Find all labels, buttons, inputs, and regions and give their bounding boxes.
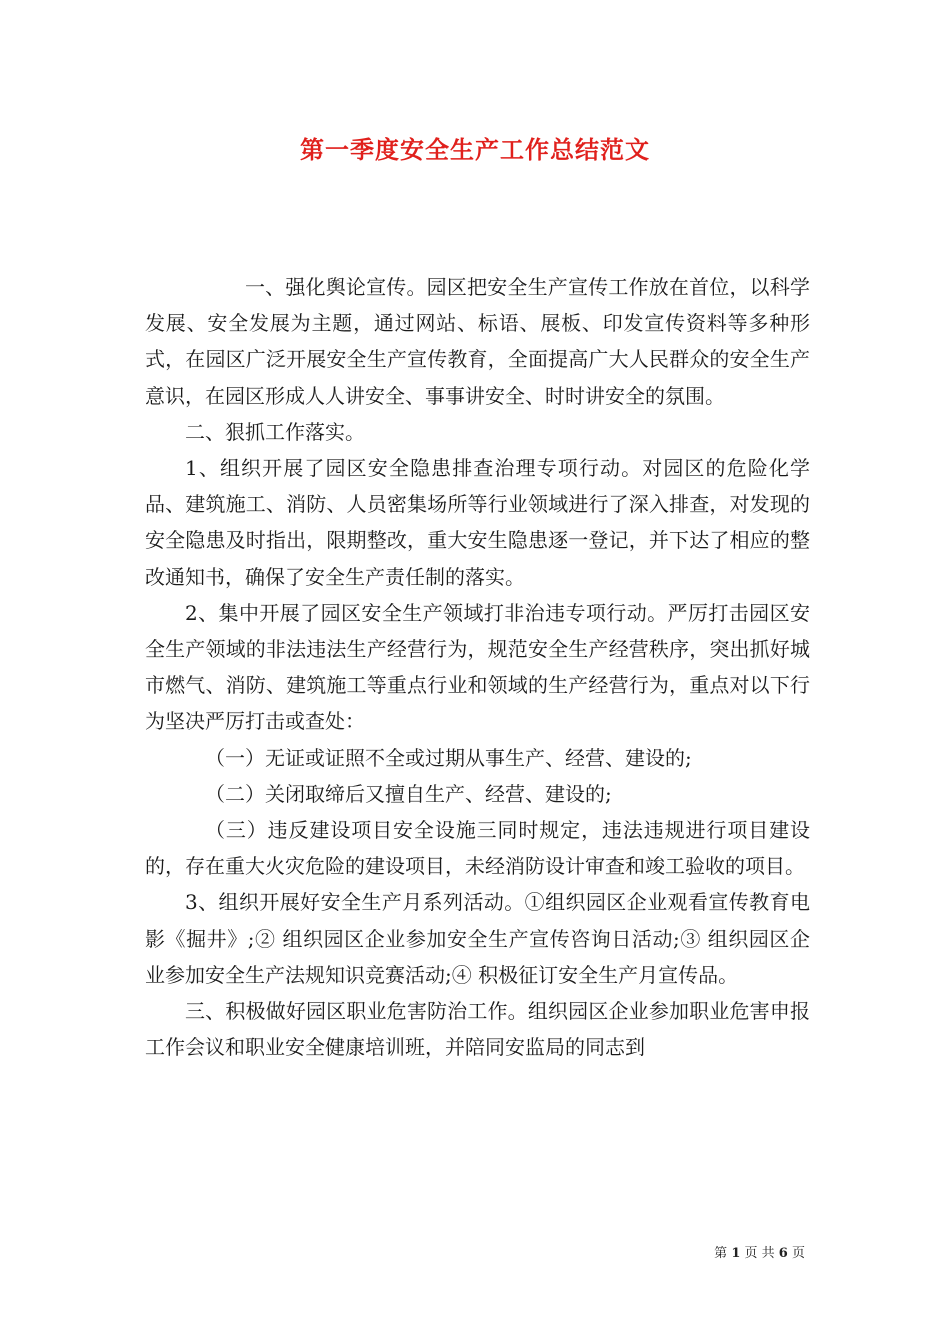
footer-suffix: 页 xyxy=(791,1246,805,1261)
paragraph-subitem-1: （一）无证或证照不全或过期从事生产、经营、建设的; xyxy=(205,745,692,770)
footer-total-pages: 6 xyxy=(778,1246,788,1261)
footer-middle: 页 共 xyxy=(744,1246,775,1261)
paragraph-item-1: 1、组织开展了园区安全隐患排查治理专项行动。对园区的危险化学品、建筑施工、消防、人员密集场所等行业领域进行了深入排查，对发现的安全隐患及时指出，限期整改，重大安生隐患逐一登记，并下达了相应的整改通知书，确保了安全生产责任制的落实。 xyxy=(145,456,810,589)
paragraph-item-2: 2、集中开展了园区安全生产领域打非治违专项行动。严厉打击园区安全生产领域的非法违法生产经营行为，规范安全生产经营秩序，突出抓好城市燃气、消防、建筑施工等重点行业和领域的生产经营行为，重点对以下行为坚决严厉打击或查处： xyxy=(145,600,810,734)
footer-current-page: 1 xyxy=(731,1246,741,1261)
document-body xyxy=(145,269,810,1065)
paragraph-item-3: 3、组织开展好安全生产月系列活动。①组织园区企业观看宣传教育电影《掘井》;② 组织园区企业参加安全生产宣传咨询日活动;③ 组织园区企业参加安全生产法规知识竞赛活动;④ 积极征订安全生产月宣传品。 xyxy=(145,890,810,987)
paragraph-section-1: 一、强化舆论宣传。园区把安全生产宣传工作放在首位，以科学发展、安全发展为主题，通过网站、标语、展板、印发宣传资料等多种形式，在园区广泛开展安全生产宣传教育，全面提高广大人民群众的安全生产意识，在园区形成人人讲安全、事事讲安全、时时讲安全的氛围。 xyxy=(145,275,810,408)
footer-prefix: 第 xyxy=(714,1246,728,1261)
paragraph-section-3: 三、积极做好园区职业危害防治工作。组织园区企业参加职业危害申报工作会议和职业安全健康培训班，并陪同安监局的同志到 xyxy=(145,999,810,1060)
document-title: 第一季度安全生产工作总结范文 xyxy=(300,136,650,164)
page-footer xyxy=(714,1245,805,1263)
paragraph-section-2-heading: 二、狠抓工作落实。 xyxy=(185,419,365,444)
paragraph-subitem-3: （三）违反建设项目安全设施三同时规定，违法违规进行项目建设的，存在重大火灾危险的建设项目，未经消防设计审查和竣工验收的项目。 xyxy=(145,818,810,879)
paragraph-subitem-2: （二）关闭取缔后又擅自生产、经营、建设的; xyxy=(205,781,612,806)
